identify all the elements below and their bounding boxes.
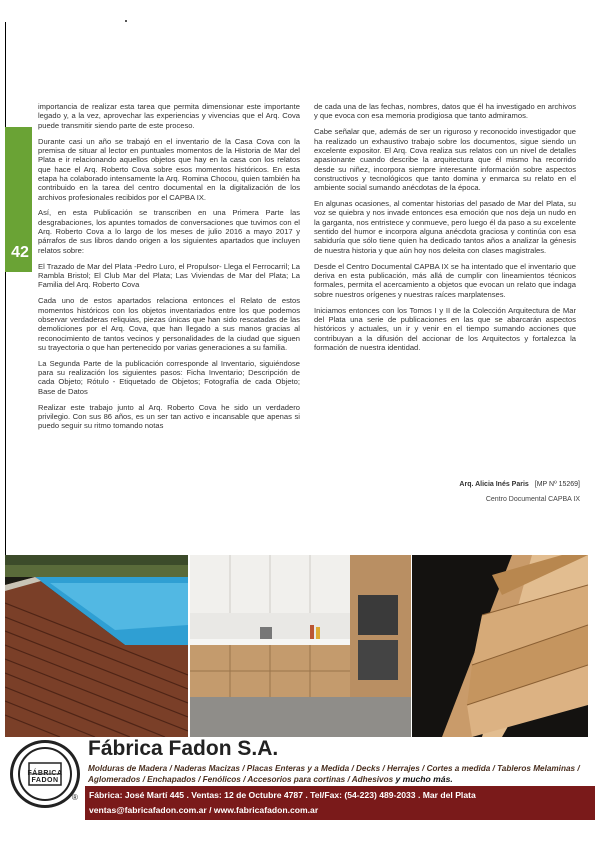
paragraph: En algunas ocasiones, al comentar historias del pasado de Mar del Plata, su voz se quiebra y nos invade entonces esa emoción que nos deja un nudo en la garganta, nos entristece y conmueve, pero luego él da paso a su excelente sentido del humor e incorpora alguna anécdota graciosa y continúa con esa sabiduría que sólo tiene quien ha dedicado tantos años a analizar la génesis de nuestra historia y que aún hoy nos deleita con clases magistrales. — [314, 199, 576, 255]
paragraph: Así, en esta Publicación se transcriben en una Primera Parte las desgrabaciones, los apuntes tomados de conversaciones que tuvimos con el Arq. Roberto Cova a lo largo de los meses de julio 2016 a mayo 2017 y párrafos de sus libros dando origen a los siguientes apartados que incluyen relatos sobre: — [38, 208, 300, 255]
product-list-text: Molduras de Madera / Naderas Macizas / Placas Enteras y a Medida / Decks / Herrajes / Cortes a medida / Tableros Melaminas / Aglomerados / Enchapados / Fenólicos / Accesorios para cortinas / Adhesivos — [88, 764, 580, 785]
paragraph: Realizar este trabajo junto al Arq. Roberto Cova he sido un verdadero privilegio. Con sus 86 años, es un ser tan activo e incansable que apenas si puedo seguir su ritmo tomando notas — [38, 402, 300, 431]
kitchen-photo — [190, 555, 411, 737]
contact-bar — [85, 786, 595, 820]
paragraph: importancia de realizar esta tarea que permita dimensionar este importante legado y, a la vez, aprovechar las experiencias y vivencias que el Arq. Cova puede transmitir siendo parte de este proceso. — [38, 102, 300, 130]
paragraph: El Trazado de Mar del Plata -Pedro Luro, el Propulsor- Llega el Ferrocarril; La Rambla Bristol; El Club Mar del Plata; Las Viviendas de Mar del Plata; La Familia del Arq. Roberto Cova — [38, 261, 300, 290]
paragraph: Cabe señalar que, además de ser un riguroso y reconocido investigador que ha realizado un exhaustivo trabajo sobre los documentos, sigue siendo un excelente expositor. El Arq. Cova realiza sus relatos con un nivel de detalles apasionante cuando describe la arquitectura que él mismo ha recorrido desde su niñez, incorpora siempre interesante información sobre aspectos constructivos y tecnológicos que tanto domina y enmarca su relato en el ambiente social sumando anécdotas de la época. — [314, 127, 576, 193]
paragraph: Durante casi un año se trabajó en el inventario de la Casa Cova con la premisa de situar al lector en puntuales momentos de la Historia de Mar del Plata e ir relacionando aquellos objetos que hay en la casa con los relatos que hace el Arq. Roberto Cova sobre esos momentos históricos. En esta etapa ha colaborado intensamente la Arq. Romina Chocou, quien también ha contribuido en la tarea del centro documental en la digitalización de los archivos profesionales recibidos por el CAPBA IX. — [38, 136, 300, 202]
product-list-more: y mucho más. — [395, 774, 453, 785]
registered-mark: ® — [72, 793, 78, 802]
author-name: Arq. Alicia Inés Paris — [459, 481, 529, 488]
article-left-column — [38, 102, 300, 437]
paragraph: La Segunda Parte de la publicación corresponde al Inventario, siguiéndose para su realización los siguientes pasos: Ficha Inventario; Descripción de cada Objeto; Rótulo - Etiquetado de Objetos; Fotografía de cada Objeto; Base de Datos — [38, 358, 300, 396]
ad-photo-strip — [5, 555, 588, 737]
wood-moldings-photo — [412, 555, 588, 737]
page-number: 42 — [11, 244, 29, 261]
paragraph: de cada una de las fechas, nombres, datos que él ha investigado en archivos y que evoca con esa memoria prodigiosa que tanto admiramos. — [314, 102, 576, 121]
contact-web-line: ventas@fabricafadon.com.ar / www.fabricafadon.com.ar — [89, 805, 319, 815]
author-organization: Centro Documental CAPBA IX — [485, 496, 580, 503]
kitchen-image — [190, 555, 411, 737]
wood-moldings-image — [412, 555, 588, 737]
pool-deck-photo — [5, 555, 188, 737]
fadon-logo — [10, 740, 80, 808]
paragraph: Iniciamos entonces con los Tomos I y II de la Colección Arquitectura de Mar del Plata una serie de publicaciones en las que se abarcarán aspectos históricos y actuales, un ir y venir en el tiempo sumando acciones que contribuyan a la difusión del accionar de los Arquitectos y fortalezca la formación de nuestra identidad. — [314, 305, 576, 352]
author-registration: [MP Nº 15269] — [534, 481, 580, 488]
left-margin-rule — [5, 22, 6, 557]
contact-address-line: Fábrica: José Martí 445 . Ventas: 12 de Octubre 4787 . Tel/Fax: (54-223) 489-2033 . Mar del Plata — [89, 790, 476, 800]
paragraph: Cada uno de estos apartados relaciona entonces el Relato de estos momentos históricos con los objetos inventariados entre los que podemos observar verdaderas reliquias, piezas únicas que han sido rescatadas de las demoliciones por el Arq. Cova, que han llegado a sus manos gracias al reconocimiento de tantos vecinos y personalidades de la ciudad que siguen su trayectoria o que han pertenecido por varias generaciones a su familia. — [38, 296, 300, 352]
company-name: Fábrica Fadon S.A. — [88, 737, 279, 760]
pool-deck-image — [5, 555, 188, 737]
product-list — [88, 764, 593, 785]
article-right-column — [314, 102, 576, 359]
print-mark — [125, 20, 127, 22]
logo-text: FÁBRICA FADON — [27, 770, 63, 784]
author-signature — [396, 481, 580, 488]
paragraph: Desde el Centro Documental CAPBA IX se ha intentado que el inventario que deriva en esta publicación, más allá de cumplir con lineamientos técnicos formales, permita el acercamiento a objetos que evocan un relato que indaga sobre nuestros orígenes y nuestras raíces marplatenses. — [314, 261, 576, 299]
